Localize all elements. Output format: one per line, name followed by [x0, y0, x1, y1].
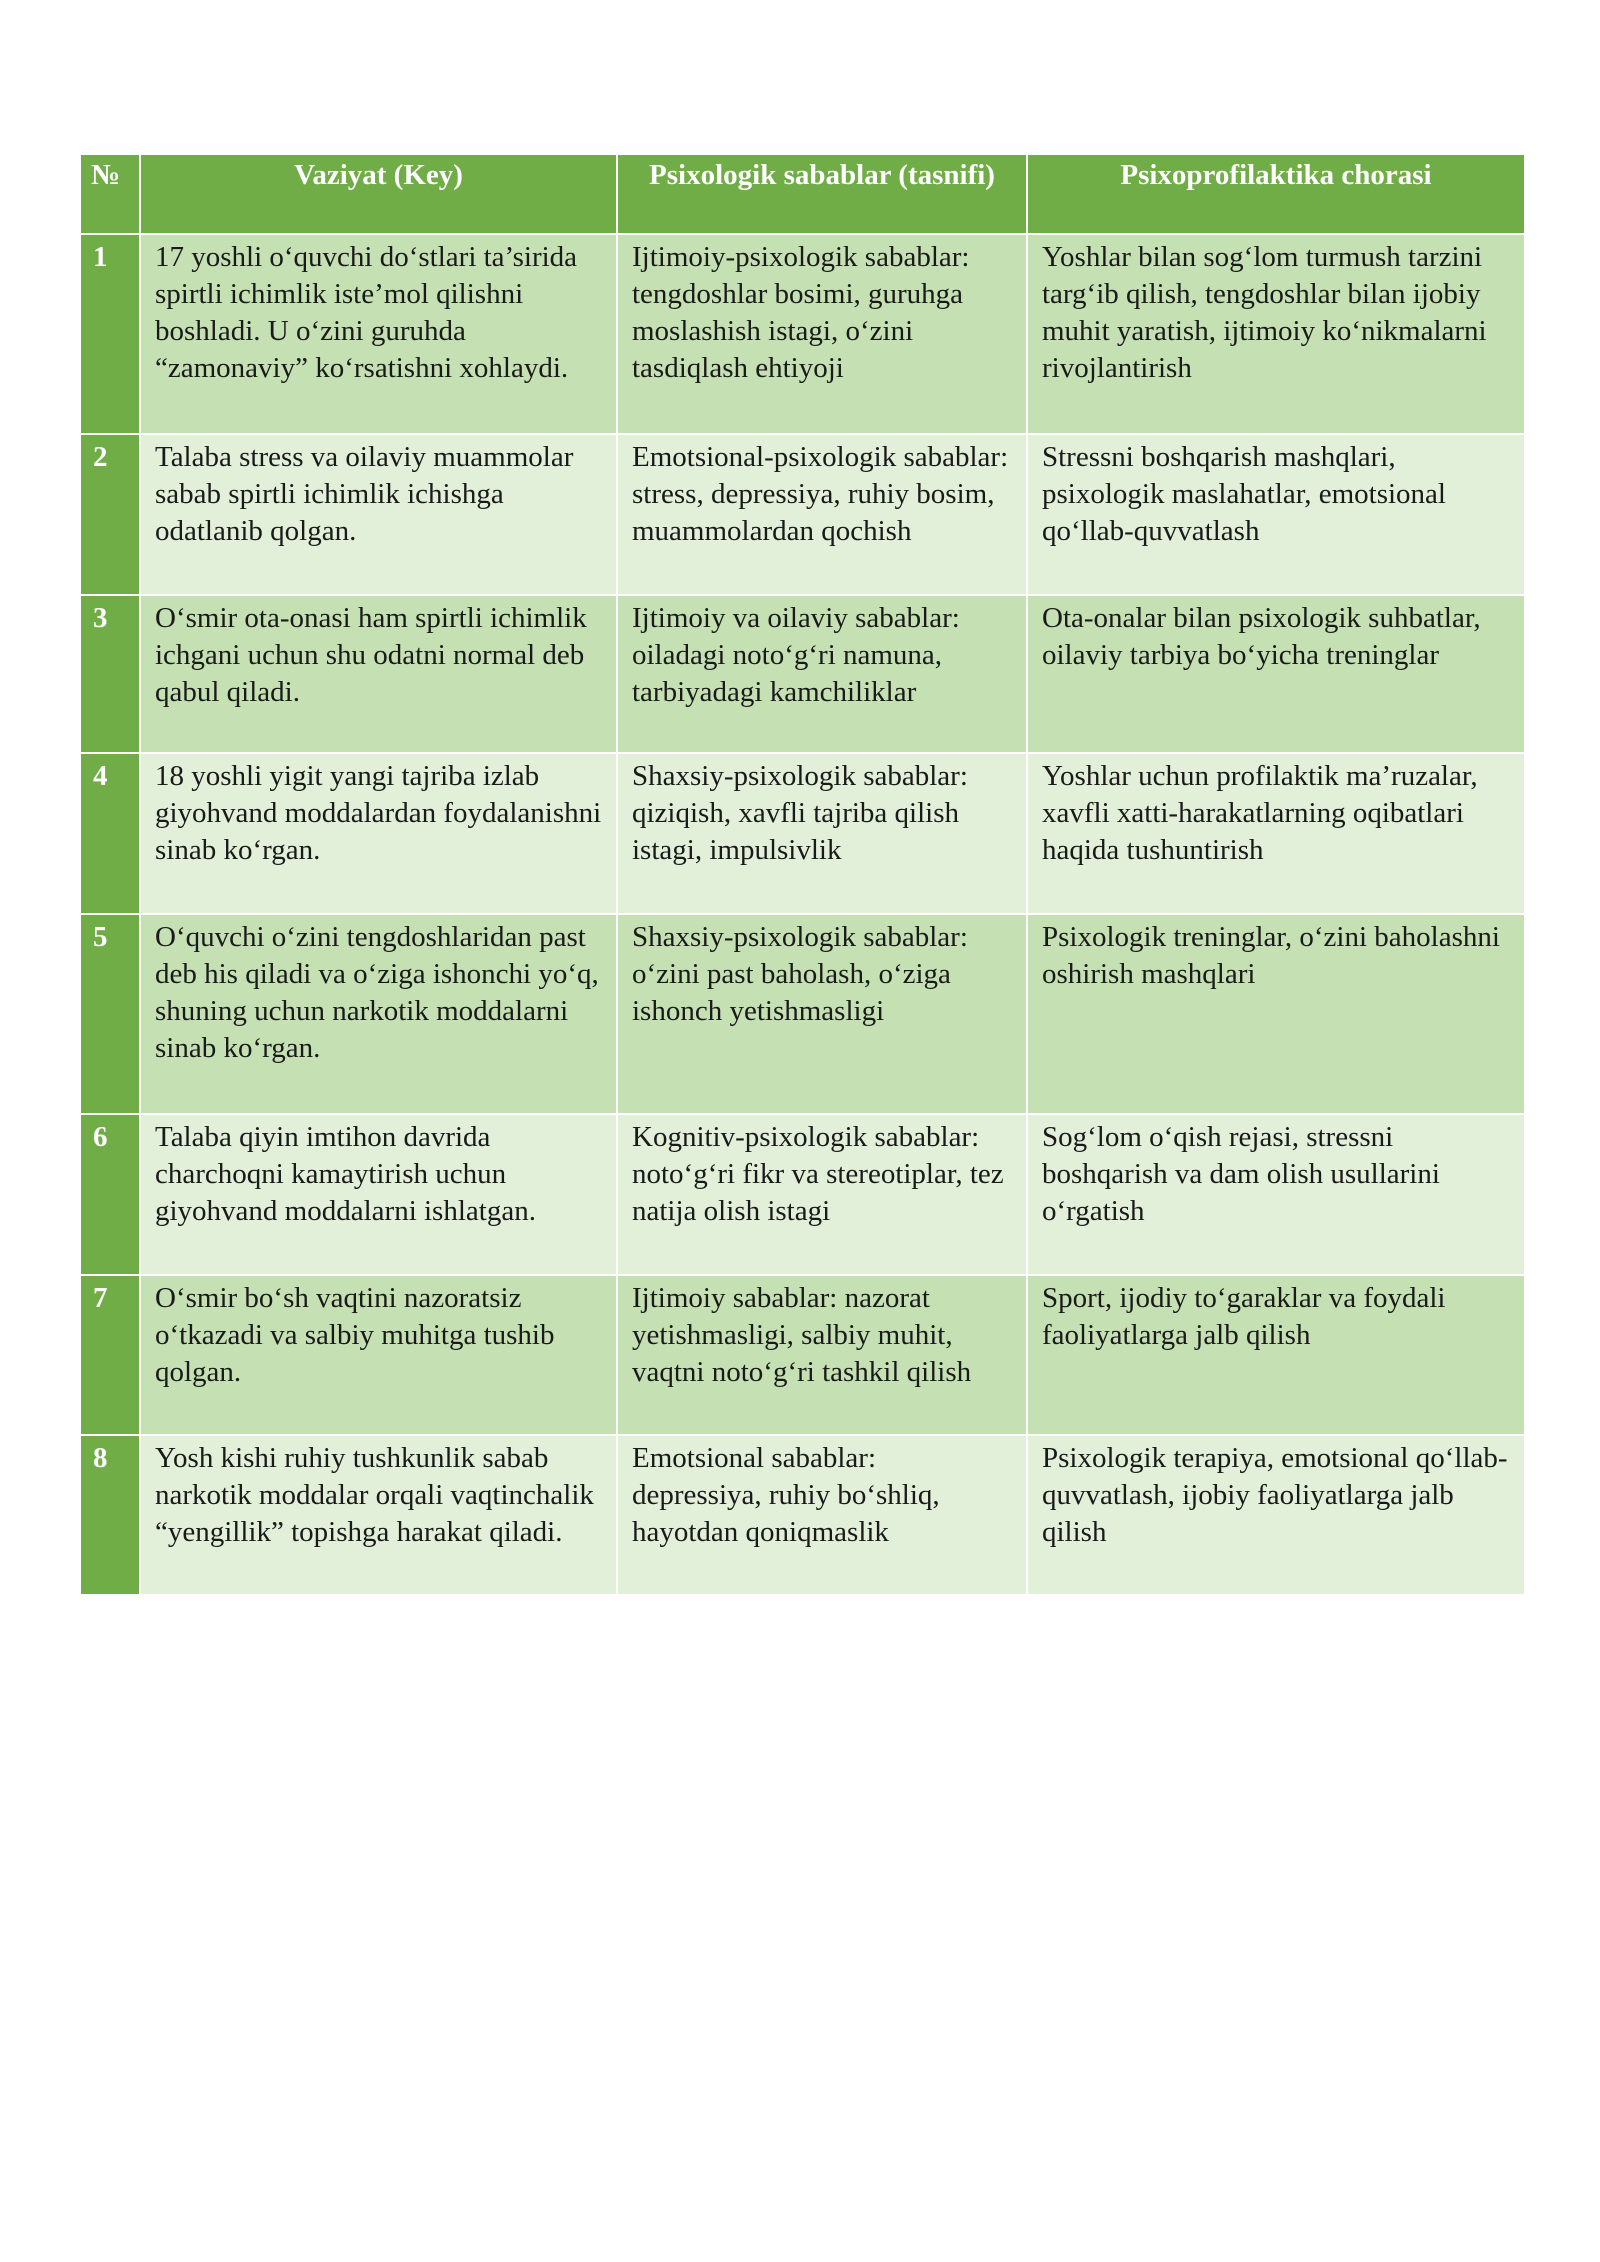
table-row	[80, 434, 1525, 595]
situation-cell: O‘quvchi o‘zini tengdoshlaridan past deb his qiladi va o‘ziga ishonchi yo‘q, shuning uchun narkotik moddalarni sinab ko‘rgan.	[140, 914, 617, 1114]
header-prevention: Psixoprofilaktika chorasi	[1027, 154, 1525, 234]
causes-cell: Emotsional-psixologik sabablar: stress, depressiya, ruhiy bosim, muammolardan qochish	[617, 434, 1027, 595]
row-number: 4	[80, 753, 140, 914]
causes-cell: Ijtimoiy sabablar: nazorat yetishmasligi, salbiy muhit, vaqtni noto‘g‘ri tashkil qilish	[617, 1275, 1027, 1435]
situations-table	[79, 153, 1526, 1596]
situation-cell: Yosh kishi ruhiy tushkunlik sabab narkotik moddalar orqali vaqtinchalik “yengillik” topishga harakat qiladi.	[140, 1435, 617, 1595]
row-number: 8	[80, 1435, 140, 1595]
prevention-cell: Stressni boshqarish mashqlari, psixologik maslahatlar, emotsional qo‘llab-quvvatlash	[1027, 434, 1525, 595]
prevention-cell: Sog‘lom o‘qish rejasi, stressni boshqarish va dam olish usullarini o‘rgatish	[1027, 1114, 1525, 1275]
row-number: 3	[80, 595, 140, 753]
header-situation: Vaziyat (Key)	[140, 154, 617, 234]
prevention-cell: Sport, ijodiy to‘garaklar va foydali faoliyatlarga jalb qilish	[1027, 1275, 1525, 1435]
row-number: 7	[80, 1275, 140, 1435]
table-row	[80, 914, 1525, 1114]
situation-cell: 17 yoshli o‘quvchi do‘stlari ta’sirida spirtli ichimlik iste’mol qilishni boshladi. U o‘zini guruhda “zamonaviy” ko‘rsatishni xohlaydi.	[140, 234, 617, 434]
situation-cell: 18 yoshli yigit yangi tajriba izlab giyohvand moddalardan foydalanishni sinab ko‘rgan.	[140, 753, 617, 914]
row-number: 5	[80, 914, 140, 1114]
header-number: №	[80, 154, 140, 234]
header-causes: Psixologik sabablar (tasnifi)	[617, 154, 1027, 234]
prevention-cell: Ota-onalar bilan psixologik suhbatlar, oilaviy tarbiya bo‘yicha treninglar	[1027, 595, 1525, 753]
table-row	[80, 753, 1525, 914]
causes-cell: Ijtimoiy va oilaviy sabablar: oiladagi noto‘g‘ri namuna, tarbiyadagi kamchiliklar	[617, 595, 1027, 753]
row-number: 2	[80, 434, 140, 595]
table-row	[80, 595, 1525, 753]
prevention-cell: Yoshlar bilan sog‘lom turmush tarzini targ‘ib qilish, tengdoshlar bilan ijobiy muhit yaratish, ijtimoiy ko‘nikmalarni rivojlantirish	[1027, 234, 1525, 434]
table-header-row	[80, 154, 1525, 234]
table-row	[80, 1435, 1525, 1595]
table-row	[80, 1275, 1525, 1435]
table-row	[80, 234, 1525, 434]
prevention-cell: Yoshlar uchun profilaktik ma’ruzalar, xavfli xatti-harakatlarning oqibatlari haqida tushuntirish	[1027, 753, 1525, 914]
causes-cell: Shaxsiy-psixologik sabablar: o‘zini past baholash, o‘ziga ishonch yetishmasligi	[617, 914, 1027, 1114]
situation-cell: Talaba stress va oilaviy muammolar sabab spirtli ichimlik ichishga odatlanib qolgan.	[140, 434, 617, 595]
prevention-cell: Psixologik terapiya, emotsional qo‘llab-quvvatlash, ijobiy faoliyatlarga jalb qilish	[1027, 1435, 1525, 1595]
prevention-cell: Psixologik treninglar, o‘zini baholashni oshirish mashqlari	[1027, 914, 1525, 1114]
situation-cell: Talaba qiyin imtihon davrida charchoqni kamaytirish uchun giyohvand moddalarni ishlatgan.	[140, 1114, 617, 1275]
causes-cell: Shaxsiy-psixologik sabablar: qiziqish, xavfli tajriba qilish istagi, impulsivlik	[617, 753, 1027, 914]
row-number: 1	[80, 234, 140, 434]
causes-cell: Emotsional sabablar: depressiya, ruhiy bo‘shliq, hayotdan qoniqmaslik	[617, 1435, 1027, 1595]
table-row	[80, 1114, 1525, 1275]
row-number: 6	[80, 1114, 140, 1275]
situation-cell: O‘smir bo‘sh vaqtini nazoratsiz o‘tkazadi va salbiy muhitga tushib qolgan.	[140, 1275, 617, 1435]
causes-cell: Ijtimoiy-psixologik sabablar: tengdoshlar bosimi, guruhga moslashish istagi, o‘zini tasdiqlash ehtiyoji	[617, 234, 1027, 434]
causes-cell: Kognitiv-psixologik sabablar: noto‘g‘ri fikr va stereotiplar, tez natija olish istagi	[617, 1114, 1027, 1275]
situation-cell: O‘smir ota-onasi ham spirtli ichimlik ichgani uchun shu odatni normal deb qabul qiladi.	[140, 595, 617, 753]
